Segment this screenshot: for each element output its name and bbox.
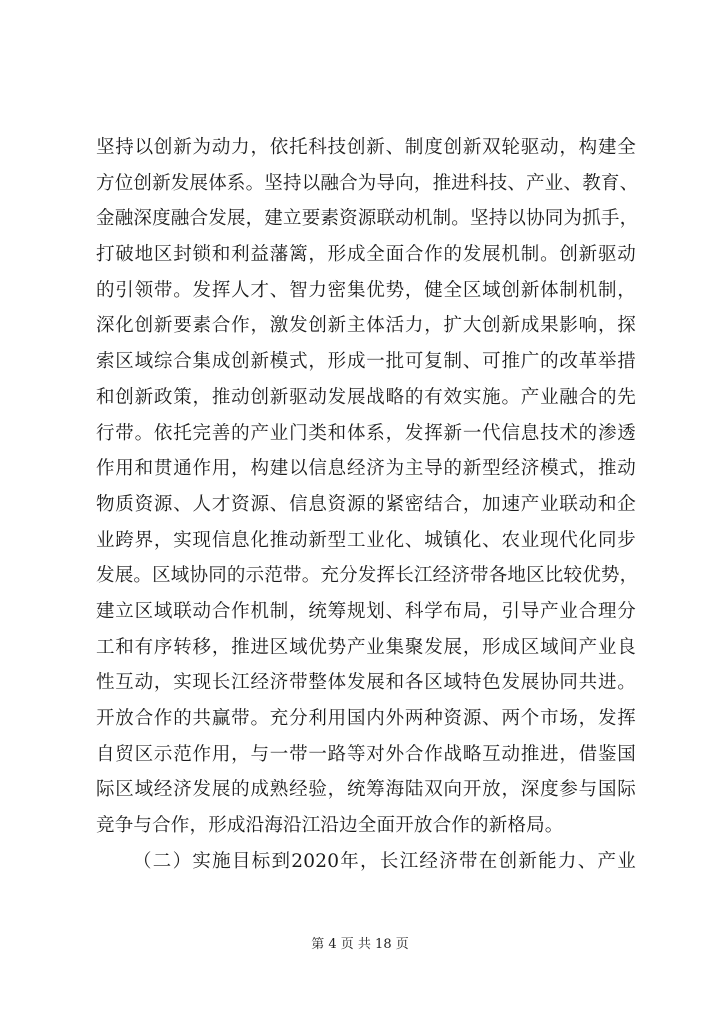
text-line: 建立区域联动合作机制，统筹规划、科学布局，引导产业合理分 xyxy=(96,600,636,622)
text-line: 索区域综合集成创新模式，形成一批可复制、可推广的改革举措 xyxy=(96,351,636,373)
text-line: 打破地区封锁和利益藩篱，形成全面合作的发展机制。创新驱动 xyxy=(96,244,636,266)
text-line: 工和有序转移，推进区域优势产业集聚发展，形成区域间产业良 xyxy=(96,636,636,658)
text-line: 发展。区域协同的示范带。充分发挥长江经济带各地区比较优势， xyxy=(96,565,639,587)
text-line: 性互动，实现长江经济带整体发展和各区域特色发展协同共进。 xyxy=(96,672,636,694)
text-line: 竞争与合作，形成沿海沿江沿边全面开放合作的新格局。 xyxy=(96,815,564,837)
text-line: 行带。依托完善的产业门类和体系，发挥新一代信息技术的渗透 xyxy=(96,422,636,444)
page-number-footer: 第 4 页 共 18 页 xyxy=(311,937,409,952)
text-line: 自贸区示范作用，与一带一路等对外合作战略互动推进，借鉴国 xyxy=(96,743,636,765)
text-line: 的引领带。发挥人才、智力密集优势，健全区域创新体制机制， xyxy=(96,279,636,301)
text-line: 作用和贯通作用，构建以信息经济为主导的新型经济模式，推动 xyxy=(96,458,636,480)
section-heading-line: （二）实施目标到2020年，长江经济带在创新能力、产业 xyxy=(133,850,636,872)
text-line: 方位创新发展体系。坚持以融合为导向，推进科技、产业、教育、 xyxy=(96,172,639,194)
text-line: 和创新政策，推动创新驱动发展战略的有效实施。产业融合的先 xyxy=(96,386,636,408)
text-line: 业跨界，实现信息化推动新型工业化、城镇化、农业现代化同步 xyxy=(96,529,636,551)
text-line: 开放合作的共赢带。充分利用国内外两种资源、两个市场，发挥 xyxy=(96,708,636,729)
text-line: 际区域经济发展的成熟经验，统筹海陆双向开放，深度参与国际 xyxy=(96,779,636,801)
text-line: 金融深度融合发展，建立要素资源联动机制。坚持以协同为抓手， xyxy=(96,208,639,230)
text-line: 坚持以创新为动力，依托科技创新、制度创新双轮驱动，构建全 xyxy=(96,137,636,158)
text-line: 物质资源、人才资源、信息资源的紧密结合，加速产业联动和企 xyxy=(96,493,636,515)
text-line: 深化创新要素合作，激发创新主体活力，扩大创新成果影响，探 xyxy=(96,315,636,337)
body-text xyxy=(96,130,639,879)
